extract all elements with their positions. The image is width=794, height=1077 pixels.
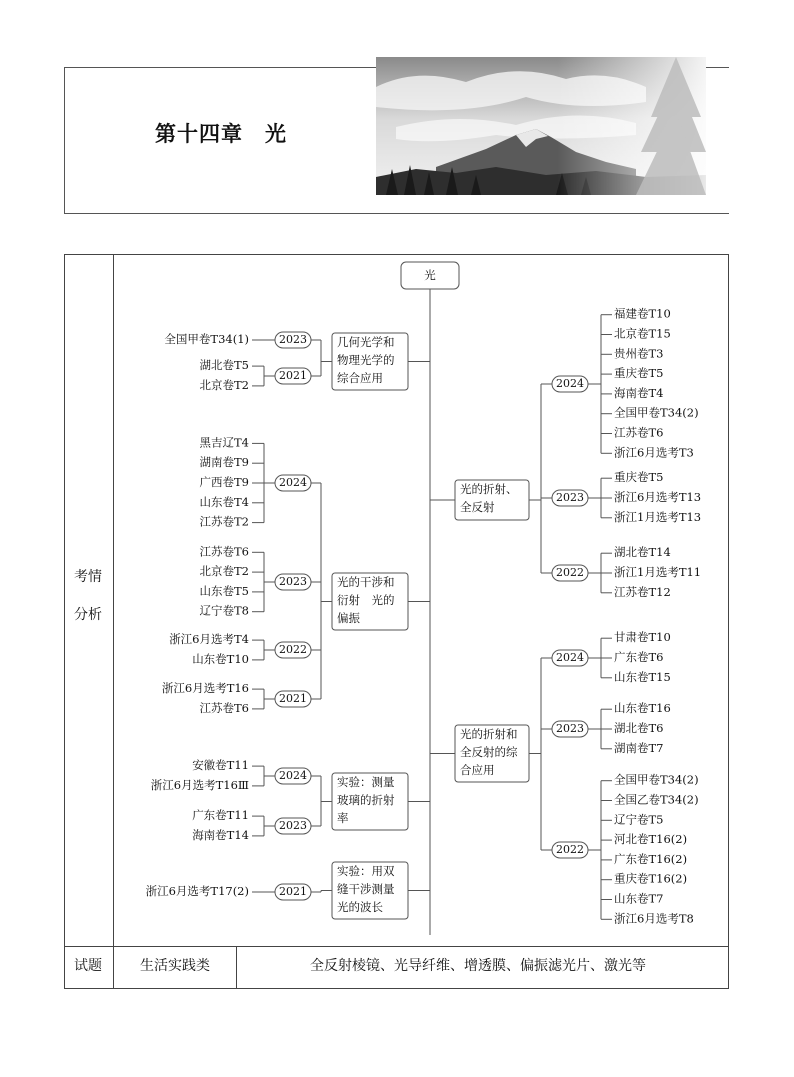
topic-label: 光的折射、 xyxy=(460,482,518,496)
year-label: 2022 xyxy=(556,566,584,579)
exam-item: 重庆卷T5 xyxy=(614,470,664,485)
exam-item: 北京卷T2 xyxy=(199,377,249,392)
root-label: 光 xyxy=(424,268,436,282)
topic-label: 合应用 xyxy=(460,763,495,777)
year-label: 2022 xyxy=(279,643,307,656)
topic-label: 玻璃的折射 xyxy=(337,793,395,807)
exam-item: 重庆卷T16(2) xyxy=(614,871,688,886)
exam-item: 江苏卷T6 xyxy=(614,425,664,440)
row-label-line1: 考情 xyxy=(74,569,102,585)
year-label: 2024 xyxy=(556,377,584,390)
row-label-line2: 分析 xyxy=(74,607,102,623)
exam-item: 江苏卷T6 xyxy=(199,544,249,559)
row-label-test: 试题 xyxy=(74,958,102,974)
exam-item: 山东卷T7 xyxy=(614,891,664,906)
exam-item: 山东卷T10 xyxy=(192,651,249,666)
year-label: 2022 xyxy=(556,843,584,856)
exam-item: 重庆卷T5 xyxy=(614,366,664,381)
exam-item: 浙江6月选考T4 xyxy=(169,632,249,647)
year-label: 2023 xyxy=(279,333,307,346)
exam-item: 广西卷T9 xyxy=(199,475,249,489)
year-label: 2023 xyxy=(279,819,307,832)
exam-item: 浙江6月选考T16 xyxy=(161,681,249,696)
exam-item: 广东卷T16(2) xyxy=(614,851,688,866)
exam-item: 海南卷T14 xyxy=(192,827,249,842)
exam-item: 浙江6月选考T3 xyxy=(614,445,694,460)
year-label: 2024 xyxy=(279,769,307,782)
exam-item: 全国甲卷T34(2) xyxy=(614,405,699,420)
exam-item: 全国乙卷T34(2) xyxy=(614,792,699,807)
exam-item: 福建卷T10 xyxy=(614,306,671,321)
topic-label: 光的干涉和 xyxy=(337,575,395,589)
exam-item: 贵州卷T3 xyxy=(614,346,664,361)
topic-label: 衍射 光的 xyxy=(337,593,395,607)
topic-label: 全反射的综 xyxy=(460,745,518,759)
exam-item: 安徽卷T11 xyxy=(192,758,249,773)
exam-item: 山东卷T4 xyxy=(199,494,249,509)
exam-item: 黑吉辽T4 xyxy=(199,435,249,450)
exam-item: 浙江1月选考T13 xyxy=(614,509,702,524)
exam-item: 广东卷T11 xyxy=(192,808,249,823)
exam-item: 浙江6月选考T16Ⅲ xyxy=(150,777,249,792)
year-label: 2023 xyxy=(556,491,584,504)
exam-item: 浙江6月选考T17(2) xyxy=(145,884,249,898)
year-label: 2024 xyxy=(556,651,584,664)
exam-item: 山东卷T15 xyxy=(614,669,671,684)
exam-item: 北京卷T2 xyxy=(199,564,249,579)
exam-item: 全国甲卷T34(2) xyxy=(614,772,699,787)
exam-item: 江苏卷T6 xyxy=(199,700,249,715)
year-label: 2021 xyxy=(279,885,307,898)
year-label: 2024 xyxy=(279,476,307,489)
exam-item: 湖南卷T9 xyxy=(199,455,249,470)
year-label: 2023 xyxy=(556,722,584,735)
test-content: 全反射棱镜、光导纤维、增透膜、偏振滤光片、激光等 xyxy=(310,958,646,974)
exam-item: 浙江6月选考T13 xyxy=(614,490,702,504)
exam-item: 山东卷T16 xyxy=(614,701,671,716)
exam-item: 湖北卷T6 xyxy=(614,721,664,735)
exam-item: 辽宁卷T8 xyxy=(199,603,249,618)
exam-item: 浙江6月选考T8 xyxy=(614,911,694,926)
topic-label: 物理光学的 xyxy=(337,353,395,367)
topic-label: 综合应用 xyxy=(337,371,383,385)
topic-label: 实验：测量 xyxy=(337,775,395,789)
exam-item: 湖北卷T14 xyxy=(614,545,671,560)
exam-item: 浙江1月选考T11 xyxy=(614,565,702,579)
exam-item: 湖南卷T7 xyxy=(614,740,664,755)
exam-item: 江苏卷T12 xyxy=(614,584,671,599)
year-label: 2021 xyxy=(279,692,307,705)
topic-label: 全反射 xyxy=(460,500,495,514)
topic-label: 光的折射和 xyxy=(460,727,518,741)
exam-item: 广东卷T6 xyxy=(614,650,664,664)
chapter-title: 第十四章 光 xyxy=(155,122,287,146)
exam-item: 北京卷T15 xyxy=(614,326,671,341)
topic-label: 率 xyxy=(337,811,349,825)
topic-label: 实验：用双 xyxy=(337,864,395,878)
exam-item: 甘肃卷T10 xyxy=(614,630,671,645)
exam-item: 辽宁卷T5 xyxy=(614,812,664,827)
year-label: 2021 xyxy=(279,369,307,382)
exam-item: 河北卷T16(2) xyxy=(614,832,688,847)
exam-item: 江苏卷T2 xyxy=(199,514,249,529)
topic-label: 几何光学和 xyxy=(337,335,395,349)
exam-item: 山东卷T5 xyxy=(199,583,249,598)
topic-label: 缝干涉测量 xyxy=(337,882,395,896)
topic-label: 光的波长 xyxy=(337,900,383,914)
exam-item: 湖北卷T5 xyxy=(199,358,249,373)
category-label: 生活实践类 xyxy=(140,958,210,974)
topic-label: 偏振 xyxy=(337,611,360,625)
year-label: 2023 xyxy=(279,575,307,588)
exam-item: 海南卷T4 xyxy=(614,385,664,400)
exam-item: 全国甲卷T34(1) xyxy=(164,332,249,346)
